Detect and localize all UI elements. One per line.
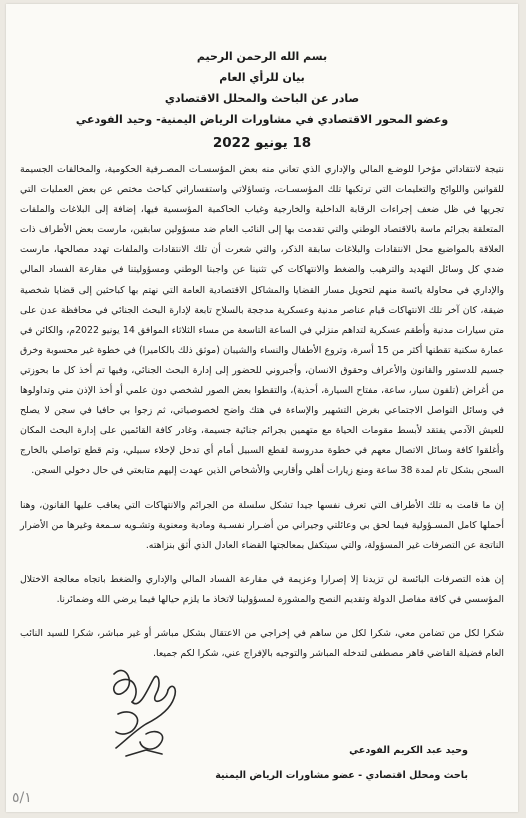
signatory-name: وحيد عبد الكريم الفودعي [349,745,468,756]
document-page [6,4,518,812]
basmala: بسم الله الرحمن الرحيم [196,50,328,63]
paragraph-3: إن هذه التصرفات البائسة لن تزيدنا إلا إصرارا وعزيمة في مقارعة الفساد المالي والإداري والضغط باتجاه معالجة الاختلال المؤسسي في كافة مفاصل الدولة وتقديم النصح والمشورة لمسؤولينا لاتخاذ ما يلزم حيالها فيما يرضي الله وضمائرنا. [20,573,504,605]
document-title: بيان للرأي العام [219,71,305,84]
handwritten-signature [96,654,196,764]
paragraph-2: إن ما قامت به تلك الأطراف التي تعرف نفسها جيدا تشكل سلسلة من الجرائم والانتهاكات التي يعاقب عليها القانون، وهنا أحملها كامل المسـؤولية فيما لحق بي وعائلتي وجيراني من أضـرار نفسـية ومادية ومعنوية وتشـويه سـمعة وغيرها من الأضرار الناتجة عن التصرفات غير المسؤولة، والتي سيتكفل بمعالجتها القضاء العادل الذي أثق بنزاهته. [20,499,504,551]
document-header [26,46,498,155]
paragraph-4: شكرا لكل من تضامن معي، شكرا لكل من ساهم في إخراجي من الاعتقال بشكل مباشر أو غير مباشر، شكرا للسيد النائب العام فضيلة القاضي قاهر مصطفى لتدخله المباشر والتوجيه بالإفراج عني، شكرا لكم جميعا. [20,627,504,660]
signature-block [215,738,468,788]
page-number: ٥/١ [12,790,32,806]
issuer-role: وعضو المحور الاقتصادي في مشاورات الرياض اليمنية- وحيد الفودعي [75,113,449,126]
document-body [20,160,504,678]
signatory-title: باحث ومحلل اقتصادي - عضو مشاورات الرياض اليمنية [215,770,468,781]
paragraph-1: نتيجة لانتقاداتي مؤخرا للوضـع المالي والإداري الذي تعاني منه بعض المؤسسـات المصـرفية الحكومية، والمخالفات الجسيمة للقوانين واللوائح والتعليمات التي ترتكبها تلك المؤسسـات، وتساؤلاتي واستفساراتي كباحث مختص عن بعض العمليات التي تجريها في ظل ضعف إجراءات الرقابة الداخلية والخارجية وغياب الحاكمية المؤسسية فيها، إضافة إلى البلاغات والملفات المتعلقة بجرائم ماسة بالاقتصاد الوطني والتي تقدمت بها إلى النائب العام ضد مسؤولين سابقين، مارست بعض الأطراف ذات العلاقة بالمواضيع محل الانتقادات والبلاغات سابقة الذكر، والتي شعرت أن تلك الانتقادات والملفات تهدد مصالحها، مارست ضدي كل وسائل التهديد والترهيب والضغط والانتهاكات كي تثنينا عن واجبنا الوطني ومسؤوليتنا في مقارعة الفساد المالي والإداري في محاولة يائسة منهم لتحويل مسار القضايا والمشاكل الاقتصادية العامة التي نهتم بها كباحثين إلى قضايا شخصية ضيقة، كان آخر تلك الانتهاكات قيام عناصر مدنية وعسكرية مدججة بالسلاح تابعة لإدارة البحث الجنائي في محافظة عدن على متن سيارات مدنية وأطقم عسكرية لتداهم منزلي في الساعة التاسعة من مساء الثلاثاء الموافق 14 يونيو 2022م، والكائن في عمارة سكنية تقطنها أكثر من 15 أسرة، وتروع الأطفال والنساء والشيبان (موثق ذلك بالكاميرا) في خطوة غير محسوبة وخرق جسيم للدستور والقانون والأعراف وحقوق الانسان، وأجبروني للحضور إلى إدارة البحث الجنائي، وفيها تم أخذ كل ما بحوزتي من أغراض (تلفون سيار، ساعة، مفتاح السيارة، أحذية)، والتقطوا بعض الصور لشخصي دون علمي أو أخذ الإذن مني وتداولوها في وسائل التواصل الاجتماعي بغرض التشهير والإساءة في هتك واضح لخصوصياتي، ثم زجوا بي حافيا في سجن لا يصلح للعيش الآدمي يفتقد لأبسط مقومات الحياة مع متهمين بجرائم جنائية جسيمة، وغادر كافة القائمين على إدارة البحث المكان وأغلقوا كافة وسائل الاتصال معهم في خطوة مدروسة لقطع السبيل أمام أي تدخل لإخلاء سبيلي، وتم قطع تواصلي بالخارج السجن بشكل تام لمدة 38 ساعة ومنع زيارات أهلي وأقاربي والأشخاص الذين عهدت إليهم متابعتي في حال دخولي السجن. [20,164,505,477]
issuer-line: صادر عن الباحث والمحلل الاقتصادي [164,92,360,105]
document-date: 18 يونيو 2022 [212,135,312,151]
